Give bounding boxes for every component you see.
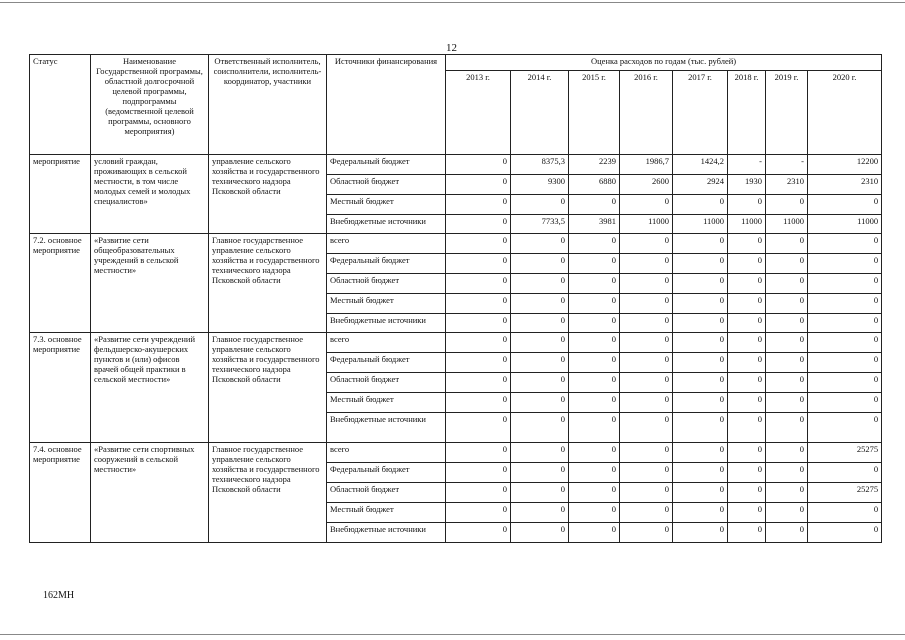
amount-cell: 0 [808,503,882,523]
amount-cell: 0 [511,393,569,413]
amount-cell: 0 [766,353,808,373]
amount-cell: 0 [569,274,620,294]
amount-cell: 12200 [808,155,882,175]
header-estimate: Оценка расходов по годам (тыс. рублей) [446,55,882,71]
amount-cell: 0 [446,294,511,314]
funding-source-cell: Местный бюджет [327,393,446,413]
header-program-name: Наименование Государственной программы, областной долгосрочной целевой программы, подпрограммы (ведомственной целевой программы, основного мероприятия) [91,55,209,155]
header-row-top [30,55,882,71]
amount-cell: 0 [766,413,808,443]
amount-cell: 0 [766,503,808,523]
amount-cell: 0 [569,254,620,274]
amount-cell: 0 [673,393,728,413]
amount-cell: 2239 [569,155,620,175]
amount-cell: 11000 [808,215,882,234]
header-responsible: Ответственный исполнитель, соисполнители, исполнитель-координатор, участники [209,55,327,155]
amount-cell: 0 [673,373,728,393]
amount-cell: 0 [569,373,620,393]
header-year: 2018 г. [728,71,766,155]
amount-cell: 0 [766,195,808,215]
amount-cell: 0 [446,413,511,443]
amount-cell: 0 [766,234,808,254]
amount-cell: 0 [728,333,766,353]
amount-cell: 7733,5 [511,215,569,234]
table-row [30,234,882,254]
amount-cell: 0 [569,294,620,314]
amount-cell: 0 [620,503,673,523]
amount-cell: 0 [446,503,511,523]
amount-cell: 0 [766,483,808,503]
amount-cell: 0 [511,503,569,523]
amount-cell: 0 [808,463,882,483]
amount-cell: 2924 [673,175,728,195]
amount-cell: 0 [569,333,620,353]
amount-cell: 0 [620,463,673,483]
funding-source-cell: Внебюджетные источники [327,523,446,543]
amount-cell: 0 [728,443,766,463]
amount-cell: 0 [620,195,673,215]
amount-cell: 0 [446,155,511,175]
amount-cell: 0 [569,353,620,373]
amount-cell: 0 [673,503,728,523]
budget-table [29,54,882,543]
funding-source-cell: Местный бюджет [327,195,446,215]
amount-cell: 0 [728,393,766,413]
amount-cell: 0 [446,254,511,274]
amount-cell: 0 [569,195,620,215]
page-number: 12 [446,42,457,54]
amount-cell: 0 [511,413,569,443]
amount-cell: 0 [620,413,673,443]
amount-cell: 1986,7 [620,155,673,175]
funding-source-cell: Местный бюджет [327,294,446,314]
amount-cell: 0 [673,254,728,274]
scan-edge-bottom [0,634,905,635]
header-status: Статус [30,55,91,155]
amount-cell: 0 [808,195,882,215]
amount-cell: 0 [511,373,569,393]
amount-cell: 0 [808,294,882,314]
amount-cell: 0 [620,443,673,463]
table-row [30,443,882,463]
amount-cell: 0 [766,373,808,393]
amount-cell: - [766,155,808,175]
amount-cell: 0 [728,413,766,443]
funding-source-cell: Федеральный бюджет [327,254,446,274]
amount-cell: 0 [569,483,620,503]
amount-cell: 0 [511,333,569,353]
amount-cell: 0 [673,353,728,373]
amount-cell: 0 [728,463,766,483]
amount-cell: 0 [728,503,766,523]
amount-cell: 0 [673,523,728,543]
amount-cell: 0 [673,413,728,443]
amount-cell: 0 [511,443,569,463]
amount-cell: 0 [446,483,511,503]
amount-cell: 0 [728,373,766,393]
amount-cell: 0 [446,175,511,195]
amount-cell: 0 [569,234,620,254]
funding-source-cell: Местный бюджет [327,503,446,523]
amount-cell: 0 [808,353,882,373]
amount-cell: 0 [620,333,673,353]
funding-source-cell: Внебюджетные источники [327,314,446,333]
amount-cell: 0 [728,523,766,543]
amount-cell: 0 [728,195,766,215]
amount-cell: 0 [766,333,808,353]
amount-cell: 0 [766,294,808,314]
table-row [30,333,882,353]
amount-cell: 0 [808,234,882,254]
amount-cell: 0 [766,393,808,413]
header-year: 2017 г. [673,71,728,155]
amount-cell: 0 [766,463,808,483]
header-year: 2015 г. [569,71,620,155]
amount-cell: 0 [446,353,511,373]
status-cell: мероприятие [30,155,91,234]
funding-source-cell: Областной бюджет [327,274,446,294]
amount-cell: 0 [673,234,728,254]
amount-cell: 0 [569,413,620,443]
amount-cell: 0 [728,254,766,274]
amount-cell: 0 [620,294,673,314]
amount-cell: 0 [446,523,511,543]
amount-cell: 0 [620,254,673,274]
amount-cell: 0 [620,523,673,543]
program-name-cell: «Развитие сети учреждений фельдшерско-акушерских пунктов и (или) офисов врачей общей практики в сельской местности» [91,333,209,443]
amount-cell: 0 [446,274,511,294]
header-year: 2020 г. [808,71,882,155]
amount-cell: 6880 [569,175,620,195]
amount-cell: 0 [446,215,511,234]
amount-cell: 0 [766,254,808,274]
amount-cell: 0 [766,314,808,333]
status-cell: 7.2. основное мероприятие [30,234,91,333]
header-year: 2014 г. [511,71,569,155]
amount-cell: 0 [673,483,728,503]
amount-cell: 11000 [728,215,766,234]
amount-cell: 2600 [620,175,673,195]
funding-source-cell: всего [327,234,446,254]
amount-cell: 8375,3 [511,155,569,175]
amount-cell: 0 [446,393,511,413]
amount-cell: 0 [766,523,808,543]
amount-cell: 0 [808,274,882,294]
amount-cell: 0 [446,195,511,215]
amount-cell: 0 [446,314,511,333]
amount-cell: 0 [673,333,728,353]
responsible-cell: управление сельского хозяйства и государственного технического надзора Псковской области [209,155,327,234]
amount-cell: 0 [808,523,882,543]
funding-source-cell: Областной бюджет [327,373,446,393]
amount-cell: 0 [569,523,620,543]
amount-cell: 0 [673,463,728,483]
amount-cell: 0 [569,393,620,413]
amount-cell: 0 [569,503,620,523]
amount-cell: 0 [808,413,882,443]
amount-cell: 0 [511,353,569,373]
amount-cell: - [728,155,766,175]
amount-cell: 0 [620,274,673,294]
funding-source-cell: Областной бюджет [327,175,446,195]
amount-cell: 0 [511,483,569,503]
amount-cell: 0 [808,373,882,393]
amount-cell: 1930 [728,175,766,195]
amount-cell: 2310 [766,175,808,195]
amount-cell: 0 [446,373,511,393]
status-cell: 7.4. основное мероприятие [30,443,91,543]
amount-cell: 0 [673,274,728,294]
funding-source-cell: Внебюджетные источники [327,215,446,234]
amount-cell: 0 [766,274,808,294]
amount-cell: 25275 [808,483,882,503]
amount-cell: 0 [620,483,673,503]
amount-cell: 0 [569,314,620,333]
amount-cell: 0 [620,373,673,393]
amount-cell: 0 [673,195,728,215]
amount-cell: 0 [808,254,882,274]
amount-cell: 1424,2 [673,155,728,175]
document-code: 162МН [43,590,75,601]
program-name-cell: «Развитие сети общеобразовательных учреждений в сельской местности» [91,234,209,333]
funding-source-cell: всего [327,443,446,463]
amount-cell: 0 [808,393,882,413]
table-body [30,155,882,543]
amount-cell: 0 [728,234,766,254]
amount-cell: 0 [728,353,766,373]
amount-cell: 0 [511,254,569,274]
amount-cell: 0 [673,443,728,463]
amount-cell: 0 [808,314,882,333]
amount-cell: 3981 [569,215,620,234]
amount-cell: 0 [620,393,673,413]
amount-cell: 0 [728,483,766,503]
funding-source-cell: Внебюджетные источники [327,413,446,443]
amount-cell: 0 [511,195,569,215]
funding-source-cell: всего [327,333,446,353]
header-year: 2013 г. [446,71,511,155]
table-row [30,155,882,175]
header-sources: Источники финансирования [327,55,446,155]
amount-cell: 0 [511,523,569,543]
amount-cell: 0 [446,234,511,254]
amount-cell: 0 [728,274,766,294]
amount-cell: 0 [446,443,511,463]
amount-cell: 11000 [766,215,808,234]
funding-source-cell: Федеральный бюджет [327,155,446,175]
amount-cell: 0 [728,294,766,314]
funding-source-cell: Областной бюджет [327,483,446,503]
amount-cell: 11000 [673,215,728,234]
amount-cell: 0 [511,234,569,254]
amount-cell: 0 [673,294,728,314]
amount-cell: 0 [808,333,882,353]
responsible-cell: Главное государственное управление сельского хозяйства и государственного технического надзора Псковской области [209,234,327,333]
header-year: 2019 г. [766,71,808,155]
amount-cell: 0 [511,274,569,294]
status-cell: 7.3. основное мероприятие [30,333,91,443]
amount-cell: 0 [446,463,511,483]
header-year: 2016 г. [620,71,673,155]
amount-cell: 0 [511,314,569,333]
amount-cell: 0 [620,234,673,254]
amount-cell: 2310 [808,175,882,195]
amount-cell: 0 [673,314,728,333]
amount-cell: 0 [766,443,808,463]
amount-cell: 0 [569,443,620,463]
amount-cell: 0 [511,463,569,483]
amount-cell: 0 [569,463,620,483]
amount-cell: 0 [620,353,673,373]
amount-cell: 25275 [808,443,882,463]
responsible-cell: Главное государственное управление сельского хозяйства и государственного технического надзора Псковской области [209,443,327,543]
funding-source-cell: Федеральный бюджет [327,353,446,373]
amount-cell: 9300 [511,175,569,195]
program-name-cell: условий граждан, проживающих в сельской местности, в том числе молодых семей и молодых специалистов» [91,155,209,234]
amount-cell: 0 [446,333,511,353]
amount-cell: 11000 [620,215,673,234]
program-name-cell: «Развитие сети спортивных сооружений в сельской местности» [91,443,209,543]
funding-source-cell: Федеральный бюджет [327,463,446,483]
amount-cell: 0 [511,294,569,314]
amount-cell: 0 [728,314,766,333]
amount-cell: 0 [620,314,673,333]
responsible-cell: Главное государственное управление сельского хозяйства и государственного технического надзора Псковской области [209,333,327,443]
scan-edge-top [0,2,905,3]
